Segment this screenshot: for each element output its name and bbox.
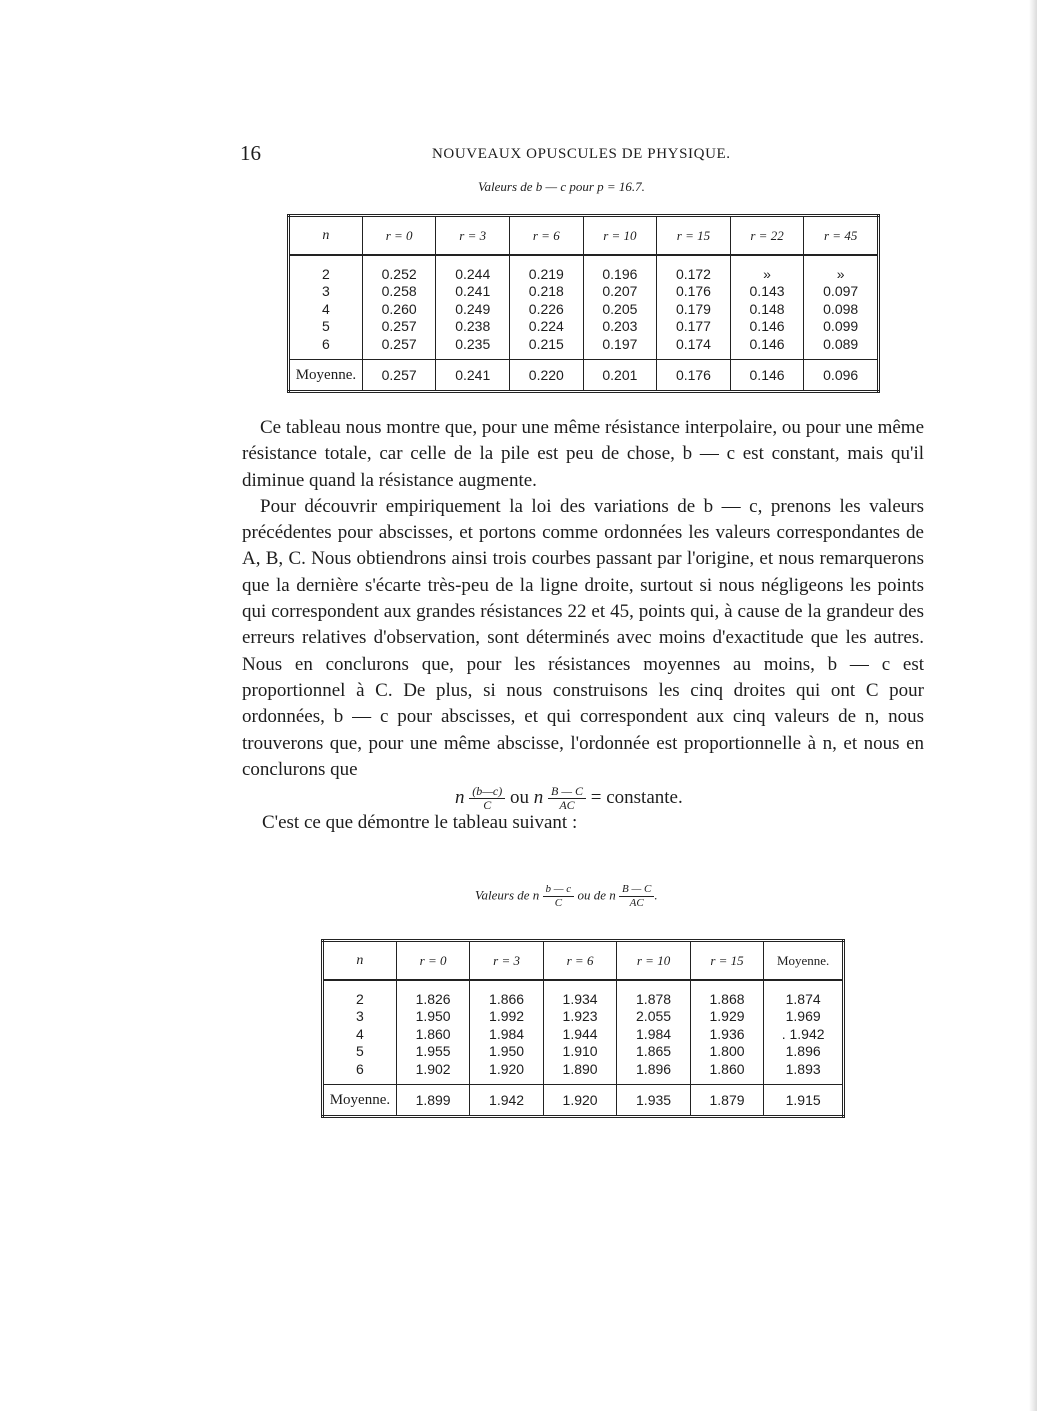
table2-header-moyenne: Moyenne.	[764, 941, 844, 981]
table2-cell: 1.944	[562, 1025, 598, 1042]
table1-col-n	[289, 255, 363, 360]
table2-cell: 1.955	[415, 1043, 451, 1060]
table1-cell: 0.215	[528, 335, 564, 352]
table2-mean-cell: 1.920	[543, 1085, 616, 1117]
table1-col-r15	[657, 255, 731, 360]
table1-cell: 0.177	[675, 318, 711, 335]
table2-caption-fraction-1	[543, 883, 575, 910]
body-text	[242, 415, 924, 783]
table1-mean-cell: 0.257	[362, 360, 436, 392]
table2-cell: 1.878	[636, 991, 672, 1007]
table2-caption-fraction-2	[619, 883, 654, 910]
table2-cell: 1.860	[709, 1060, 745, 1077]
running-head: NOUVEAUX OPUSCULES DE PHYSIQUE.	[432, 146, 731, 162]
table1	[287, 214, 880, 393]
table2-mean-row	[323, 1085, 844, 1117]
table1-cell: 0.099	[823, 318, 859, 335]
table2-caption-fraction-1-denominator: C	[554, 897, 563, 909]
table1-header-r6: r = 6	[510, 216, 584, 256]
table1-cell: 0.244	[455, 266, 491, 282]
table1-cell: 0.249	[455, 300, 491, 317]
table1-cell: 0.218	[528, 283, 564, 300]
table1-cell: 0.257	[381, 318, 417, 335]
table1-col-r0	[362, 255, 436, 360]
table2-cell: 1.868	[709, 991, 745, 1007]
table2-mean-label: Moyenne.	[323, 1085, 397, 1117]
table1-cell: 0.258	[381, 283, 417, 300]
table1-mean-cell: 0.176	[657, 360, 731, 392]
table2-col-r15	[690, 980, 763, 1085]
table2-cell: 1.950	[415, 1008, 451, 1025]
table2-mean-cell: 1.935	[617, 1085, 690, 1117]
table1-cell: 0.238	[455, 318, 491, 335]
table1-header-r0: r = 0	[362, 216, 436, 256]
table2-caption-fraction-1-numerator: b — c	[543, 883, 575, 897]
table1-cell: 0.176	[675, 283, 711, 300]
formula-fraction-1-numerator: (b—c)	[469, 785, 505, 799]
table1-cell: »	[763, 266, 771, 282]
table2-cell: 1.860	[415, 1025, 451, 1042]
table1-mean-cell: 0.220	[510, 360, 584, 392]
table2-cell: 1.866	[489, 991, 525, 1007]
table1-cell: 0.235	[455, 335, 491, 352]
table2-cell: 5	[356, 1043, 364, 1060]
table1-col-r6	[510, 255, 584, 360]
table1-cell: 0.098	[823, 300, 859, 317]
table1-mean-cell: 0.146	[730, 360, 804, 392]
table2-cell: 1.936	[709, 1025, 745, 1042]
table1-col-r3	[436, 255, 510, 360]
table1-cell: 0.260	[381, 300, 417, 317]
table1-cell: 4	[322, 300, 330, 317]
formula-equals: = constante.	[590, 786, 683, 808]
page-number: 16	[240, 141, 261, 165]
table1-cell: 0.097	[823, 283, 859, 300]
table1-cell: 0.172	[675, 266, 711, 282]
table2-caption-fraction-2-numerator: B — C	[619, 883, 654, 897]
table2-caption	[475, 883, 658, 910]
table2-col-r0	[396, 980, 469, 1085]
formula-fraction-1	[469, 785, 505, 812]
table2-col-r3	[470, 980, 543, 1085]
table2-header-row	[323, 941, 844, 981]
table1-cell: 0.207	[602, 283, 638, 300]
table1-cell: 0.205	[602, 300, 638, 317]
table2-cell: 1.902	[415, 1060, 451, 1077]
table2-cell: 3	[356, 1008, 364, 1025]
table1-mean-row	[289, 360, 879, 392]
table2-cell: 1.992	[489, 1008, 525, 1025]
table1-cell: 6	[322, 335, 330, 352]
formula-n: n	[455, 786, 465, 808]
after-formula-text: C'est ce que démontre le tableau suivant :	[262, 812, 578, 833]
table2-cell: 1.923	[562, 1008, 598, 1025]
formula-ou: ou	[510, 786, 529, 808]
table2-col-r6	[543, 980, 616, 1085]
table1-col-r10	[583, 255, 657, 360]
table2-col-r10	[617, 980, 690, 1085]
table1-body	[289, 255, 879, 360]
table2-cell: 1.890	[562, 1060, 598, 1077]
table1-cell: »	[836, 266, 845, 282]
table2-header-r15: r = 15	[690, 941, 763, 981]
table2-cell: 1.934	[562, 991, 598, 1007]
table2-col-moyenne	[764, 980, 844, 1085]
table1-col-r45	[804, 255, 879, 360]
table1-cell: 0.257	[381, 335, 417, 352]
table2-cell: 1.969	[785, 1008, 821, 1025]
table2-cell: . 1.942	[781, 1025, 825, 1042]
formula	[455, 785, 683, 812]
paragraph-2: Pour découvrir empiriquement la loi des variations de b — c, prenons les valeurs précédentes pour abscisses, et portons comme ordonnées les valeurs correspondantes de A, B, C. Nous obtiendrons ainsi trois courbes passant par l'origine, et nous remarquerons que la dernière s'écarte très-peu de la ligne droite, surtout si nous négligeons les points qui correspondent aux grandes résistances 22 et 45, points qui, à cause de la grandeur des erreurs relatives d'observation, sont déterminés avec moins d'exactitude que les autres. Nous en conclurons que, pour les résistances moyennes au moins, b — c est proportionnel à C. De plus, si nous construisons les cinq droites qui ont C pour ordonnées, b — c pour abscisses, et qui correspondent aux cinq valeurs de n, nous trouverons que, pour une même abscisse, l'ordonnée est proportionnelle à n, et nous en conclurons que	[242, 495, 924, 780]
table2-cell: 1.826	[415, 991, 451, 1007]
table2-cell: 1.865	[636, 1043, 672, 1060]
table1-cell: 0.224	[528, 318, 564, 335]
table2-caption-suffix: .	[654, 887, 658, 903]
table1-header-r22: r = 22	[730, 216, 804, 256]
table2-cell: 2.055	[636, 1008, 672, 1025]
table1-cell: 0.219	[528, 266, 564, 282]
table1-cell: 0.089	[823, 335, 859, 352]
table2-mean-cell: 1.879	[690, 1085, 763, 1117]
table1-header-n: n	[289, 216, 363, 256]
table1-cell: 0.146	[749, 335, 785, 352]
table2-cell: 1.910	[562, 1043, 598, 1060]
table2-body	[323, 980, 844, 1085]
table1-cell: 0.146	[749, 318, 785, 335]
table2-cell: 4	[356, 1025, 364, 1042]
table2-cell: 6	[356, 1060, 364, 1077]
table2-cell: 1.929	[709, 1008, 745, 1025]
table1-header-r10: r = 10	[583, 216, 657, 256]
table1-cell: 0.143	[749, 283, 785, 300]
table2	[321, 939, 845, 1118]
table1-header-r45: r = 45	[804, 216, 879, 256]
table2-cell: 1.800	[709, 1043, 745, 1060]
table2-header-r0: r = 0	[396, 941, 469, 981]
table2-mean-cell: 1.899	[396, 1085, 469, 1117]
table1-cell: 0.174	[675, 335, 711, 352]
table2-mean-cell: 1.942	[470, 1085, 543, 1117]
table1-cell: 0.226	[528, 300, 564, 317]
table1-caption: Valeurs de b — c pour p = 16.7.	[478, 179, 645, 194]
table2-header-r6: r = 6	[543, 941, 616, 981]
table2-header-n: n	[323, 941, 397, 981]
table2-header-r3: r = 3	[470, 941, 543, 981]
table1-cell: 0.179	[675, 300, 711, 317]
table1-cell: 2	[322, 266, 330, 282]
page-edge-shadow	[1029, 0, 1037, 1411]
table2-cell: 1.984	[489, 1025, 525, 1042]
formula-fraction-1-denominator: C	[483, 798, 492, 812]
table1-col-r22	[730, 255, 804, 360]
table2-cell: 2	[356, 991, 364, 1007]
table1-mean-label: Moyenne.	[289, 360, 363, 392]
table1-cell: 0.252	[381, 266, 417, 282]
table1-header-row	[289, 216, 879, 256]
table1-header-r15: r = 15	[657, 216, 731, 256]
formula-fraction-2	[548, 785, 586, 812]
paragraph-1: Ce tableau nous montre que, pour une même résistance interpolaire, ou pour une même résistance totale, car celle de la pile est peu de chose, b — c est constant, mais qu'il diminue quand la résistance augmente.	[242, 417, 924, 491]
table1-cell: 0.197	[602, 335, 638, 352]
table1-mean-cell: 0.241	[436, 360, 510, 392]
table1-cell: 5	[322, 318, 330, 335]
table1-cell: 0.203	[602, 318, 638, 335]
table2-mean-cell: 1.915	[764, 1085, 844, 1117]
table1-mean-cell: 0.201	[583, 360, 657, 392]
table2-cell: 1.896	[785, 1043, 821, 1060]
table1-mean-cell: 0.096	[804, 360, 879, 392]
table2-cell: 1.920	[489, 1060, 525, 1077]
table2-cell: 1.874	[785, 991, 821, 1007]
table1-cell: 0.196	[602, 266, 638, 282]
table2-caption-fraction-2-denominator: AC	[629, 897, 644, 909]
table2-header-r10: r = 10	[617, 941, 690, 981]
table1-cell: 3	[322, 283, 330, 300]
table2-caption-middle: ou de n	[577, 887, 616, 903]
table2-cell: 1.950	[489, 1043, 525, 1060]
table2-col-n	[323, 980, 397, 1085]
table2-cell: 1.896	[636, 1060, 672, 1077]
table1-cell: 0.148	[749, 300, 785, 317]
table2-cell: 1.984	[636, 1025, 672, 1042]
table2-cell: 1.893	[785, 1060, 821, 1077]
formula-n2: n	[533, 786, 544, 808]
table1-header-r3: r = 3	[436, 216, 510, 256]
formula-fraction-2-numerator: B — C	[548, 785, 586, 799]
formula-fraction-2-denominator: AC	[559, 798, 575, 812]
table2-caption-prefix: Valeurs de n	[475, 887, 540, 903]
table1-cell: 0.241	[455, 283, 491, 300]
